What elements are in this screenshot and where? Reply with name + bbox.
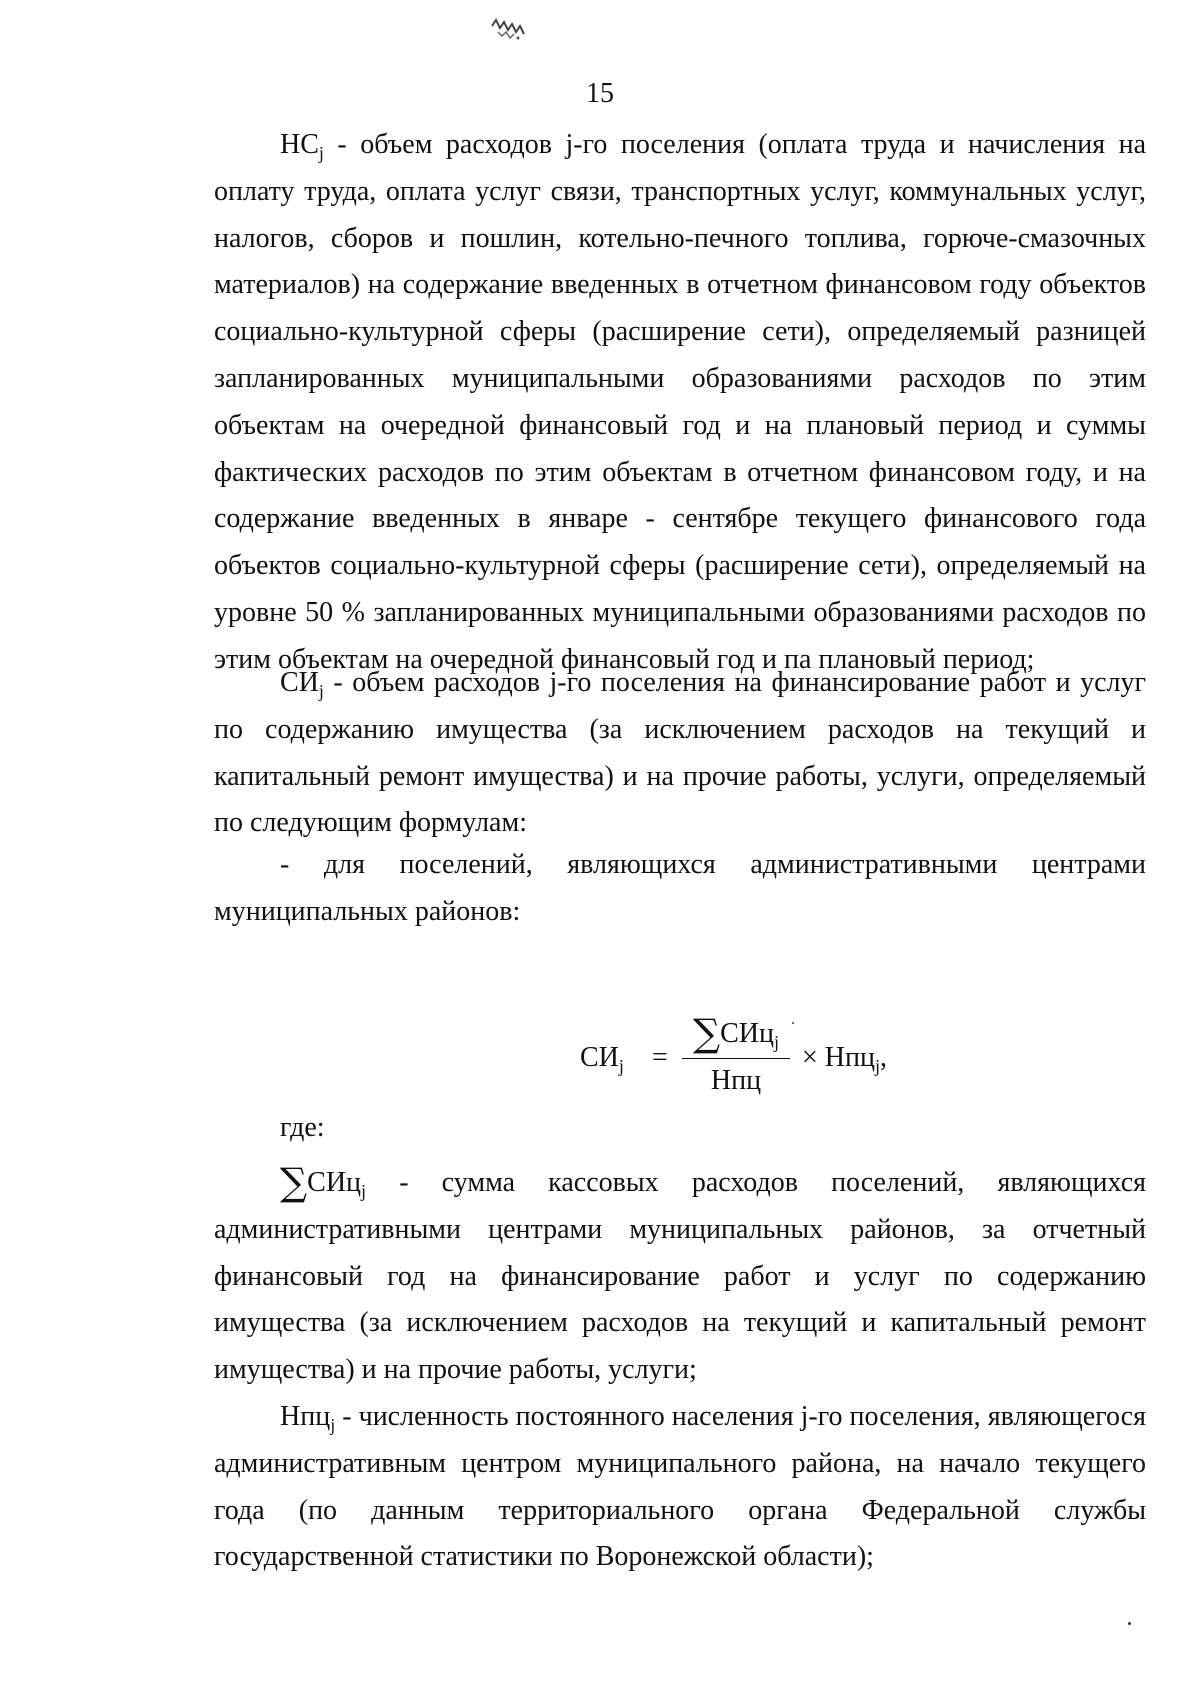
paragraph-admin-centers (214, 842, 1146, 936)
term-npc: Нпц$_j$ (280, 1401, 336, 1435)
where-label: где: (280, 1112, 325, 1143)
scan-mark-icon (488, 14, 528, 44)
paragraph-npc (214, 1394, 1146, 1581)
paragraph-sum-si (214, 1160, 1146, 1394)
sigma-icon: ∑ (280, 1160, 308, 1204)
formula-rhs: × Нпц$_j$, (802, 1042, 888, 1076)
paragraph-nc-text: - объем расходов j-го поселения (оплата труда и начисления на оплату труда, оплата услуг связи, транспортных услуг, коммунальных услуг, налогов, сборов и пошлин, котельно-печного топлива, горюче-смазочных материалов) на содержание введенных в отчетном финансовом году объектов социально-культурной сферы (расширение сети), определяемый разницей запланированных муниципальными образованиями расходов по этим объектам на очередной финансовый год и на плановый период и суммы фактических расходов по этим объектам в отчетном финансовом году, и на содержание введенных в январе - сентябре текущего финансового года объектов социально-культурной сферы (расширение сети), определяемый на уровне 50 % запланированных муниципальными образованиями расходов по этим объектам на очередной финансовый год и па плановый период; (214, 129, 1146, 675)
formula-lhs: $СИ_j$ (580, 1042, 624, 1076)
formula-si (580, 1012, 890, 1104)
formula-equals: = (652, 1042, 668, 1073)
paragraph-sum-si-text: - сумма кассовых расходов поселений, являющихся административными центрами муниципальных районов, за отчетный финансовый год на финансирование работ и услуг по содержанию имущества (за исключением расходов на текущий и капитальный ремонт имущества) и на прочие работы, услуги; (214, 1167, 1146, 1386)
paragraph-nc (214, 122, 1146, 684)
formula-denominator: Нпц (710, 1065, 762, 1096)
formula-fraction (682, 1012, 790, 1099)
formula-numerator: ∑СИц$_j$ (692, 1011, 780, 1055)
sigma-icon: ∑ (692, 1011, 721, 1055)
scan-speck (792, 1022, 794, 1024)
paragraph-si-text: - объем расходов j-го поселения на финансирование работ и услуг по содержанию имущества (за исключением расходов на текущий и капитальный ремонт имущества) и на прочие работы, услуги, определяемый по следующим формулам: (214, 667, 1146, 839)
scan-speck (1128, 1622, 1131, 1625)
term-sum-si: ∑СИц$_j$ (280, 1160, 367, 1204)
term-si: $СИ_j$ (280, 667, 324, 701)
page-number: 15 (586, 78, 614, 109)
term-nc: $НС_j$ (280, 129, 324, 163)
paragraph-admin-centers-text: - для поселений, являющихся административными центрами муниципальных районов: (214, 849, 1146, 927)
paragraph-npc-text: - численность постоянного населения j-го поселения, являющегося административным центром муниципального района, на начало текущего года (по данным территориального органа Федеральной службы государственной статистики по Воронежской области); (214, 1401, 1146, 1573)
paragraph-si (214, 660, 1146, 847)
